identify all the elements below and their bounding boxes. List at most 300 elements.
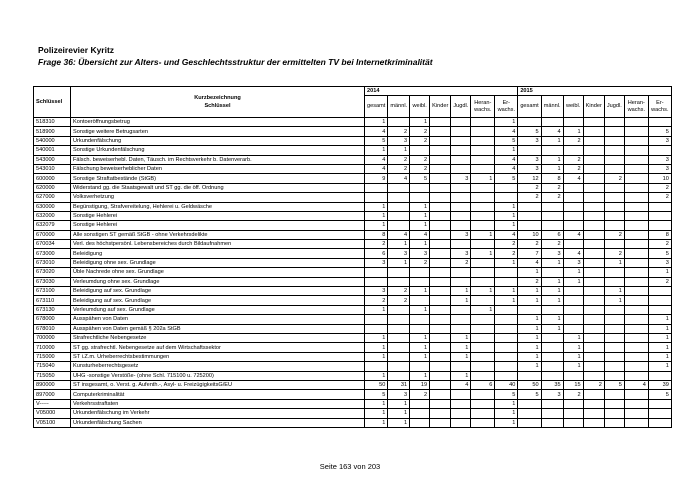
row-value: 1 [451,333,471,342]
header-weibl: weibl. [563,96,583,118]
row-value [471,277,495,286]
row-value: 15 [563,380,583,389]
row-label: Sonstige Hehlerei [71,211,365,220]
row-value [624,155,648,164]
row-value [430,174,451,183]
row-value [604,211,624,220]
row-value: 1 [648,324,671,333]
row-value: 1 [365,146,388,155]
header-heranwachs: Heran- wachs. [624,96,648,118]
row-value: 1 [648,362,671,371]
table-row [34,240,672,249]
row-value [518,202,541,211]
table-row [34,249,672,258]
row-value [451,136,471,145]
row-label: Beleidigung ohne sex. Grundlage [71,258,365,267]
header-jugdl: Jugdl. [604,96,624,118]
row-value [430,296,451,305]
row-value: 2 [648,183,671,192]
header-erwachs: Er- wachs. [648,96,671,118]
row-value: 1 [518,362,541,371]
row-value [604,333,624,342]
row-value [583,221,604,230]
row-value [541,352,563,361]
row-value: 6 [365,249,388,258]
row-value [471,127,495,136]
table-row [34,324,672,333]
row-value [583,390,604,399]
row-value [583,118,604,127]
row-value: 4 [365,155,388,164]
row-value [430,155,451,164]
row-value [624,371,648,380]
row-value [388,183,410,192]
header-kinder: Kinder [430,96,451,118]
row-value [518,418,541,427]
row-label: Begünstigung, Strafvereitelung, Hehlerei u. Geldwäsche [71,202,365,211]
row-key: V05100 [34,418,71,427]
row-value [583,352,604,361]
row-value [410,277,430,286]
row-value: 2 [563,155,583,164]
row-value [451,155,471,164]
row-value [604,343,624,352]
row-key: V----- [34,399,71,408]
row-value [583,146,604,155]
row-value [471,164,495,173]
row-value: 1 [388,258,410,267]
row-value [563,118,583,127]
row-value [495,315,518,324]
table-row [34,343,672,352]
row-key: 673010 [34,258,71,267]
row-value [451,390,471,399]
row-value [451,268,471,277]
row-value [471,146,495,155]
header-maennl: männl. [541,96,563,118]
row-value [583,287,604,296]
row-value: 1 [604,258,624,267]
row-value [583,240,604,249]
row-value [430,333,451,342]
row-value [583,258,604,267]
row-value: 1 [365,118,388,127]
row-value: 1 [541,287,563,296]
row-value: 1 [471,249,495,258]
row-value [541,333,563,342]
row-label: Beleidigung auf sex. Grundlage [71,287,365,296]
row-label: UHG -sonstige Verstöße- (ohne Schl. 715100 u. 725200) [71,371,365,380]
row-value [410,362,430,371]
row-value [583,268,604,277]
row-value: 1 [563,127,583,136]
row-value [518,146,541,155]
row-value: 4 [563,230,583,239]
row-value: 1 [518,352,541,361]
row-value [451,315,471,324]
row-value [624,305,648,314]
row-value: 1 [648,352,671,361]
row-value [604,305,624,314]
page-footer: Seite 163 von 203 [319,462,381,471]
row-value: 5 [648,249,671,258]
header-weibl: weibl. [410,96,430,118]
row-value: 3 [365,258,388,267]
row-value [583,399,604,408]
row-value: 2 [495,240,518,249]
row-value: 3 [451,249,471,258]
table-row [34,409,672,418]
row-value [624,240,648,249]
row-value [563,183,583,192]
row-label: ST insgesamt, o. Verst. g. Aufenth.-, Asyl- u. FreizügigkeitsG/EU [71,380,365,389]
row-label: Widerstand gg. die Staatsgewalt und ST gg. die öff. Ordnung [71,183,365,192]
row-value [583,343,604,352]
row-value [471,296,495,305]
row-value [388,305,410,314]
row-value: 1 [648,315,671,324]
row-value [388,315,410,324]
row-value [583,164,604,173]
row-value [518,118,541,127]
row-value: 2 [410,390,430,399]
row-value: 40 [495,380,518,389]
row-value [430,258,451,267]
row-value: 4 [624,380,648,389]
row-value: 1 [563,333,583,342]
row-value [624,324,648,333]
row-value [430,240,451,249]
report-title: Polizeirevier Kyritz [38,45,115,55]
table-row [34,287,672,296]
table-row [34,118,672,127]
row-value: 3 [410,249,430,258]
header-year-2014: 2014 [365,87,518,96]
row-value [583,211,604,220]
row-value: 2 [388,127,410,136]
row-value: 1 [563,362,583,371]
row-label: Verleumdung auf sex. Grundlage [71,305,365,314]
row-value: 1 [495,418,518,427]
row-value: 1 [365,333,388,342]
row-value [583,174,604,183]
row-label: Urkundenfälschung Sachen [71,418,365,427]
row-value [430,418,451,427]
row-value: 2 [518,193,541,202]
row-value [648,221,671,230]
row-value [624,136,648,145]
row-value: 1 [495,146,518,155]
row-value: 2 [388,287,410,296]
row-value: 1 [388,399,410,408]
row-value: 1 [410,343,430,352]
row-value [388,202,410,211]
row-value: 1 [648,343,671,352]
row-value [471,240,495,249]
row-value: 1 [541,164,563,173]
row-value [583,155,604,164]
row-value: 2 [518,183,541,192]
row-value [495,277,518,286]
row-key: 620000 [34,183,71,192]
row-value [624,146,648,155]
row-value [410,146,430,155]
row-value [541,268,563,277]
row-key: 627000 [34,193,71,202]
row-value [430,164,451,173]
row-key: 673100 [34,287,71,296]
row-value [495,352,518,361]
row-value: 5 [518,127,541,136]
row-value: 39 [648,380,671,389]
row-value [471,343,495,352]
row-value [471,136,495,145]
row-label: Verleumdung ohne sex. Grundlage [71,277,365,286]
table-row [34,380,672,389]
row-value [388,324,410,333]
header-kurzbezeichnung [71,87,365,118]
row-value [388,343,410,352]
row-value: 1 [471,174,495,183]
row-value: 2 [563,390,583,399]
row-value [451,127,471,136]
row-value: 1 [563,277,583,286]
header-year-row [34,87,672,96]
row-value [624,258,648,267]
row-value: 1 [518,343,541,352]
row-key: 673020 [34,268,71,277]
table-row [34,418,672,427]
row-value [583,362,604,371]
table-row [34,136,672,145]
row-value: 2 [388,164,410,173]
row-value [624,390,648,399]
row-value [410,399,430,408]
row-value: 2 [583,380,604,389]
row-value [430,221,451,230]
row-value: 1 [495,221,518,230]
row-value [648,287,671,296]
row-value: 1 [365,211,388,220]
row-value [604,315,624,324]
row-value [410,296,430,305]
row-value: 1 [451,371,471,380]
row-value: 4 [365,164,388,173]
row-key: 673130 [34,305,71,314]
row-value [604,362,624,371]
row-value [541,202,563,211]
row-value [430,315,451,324]
row-value [604,371,624,380]
header-gesamt: gesamt [365,96,388,118]
row-value: 4 [495,127,518,136]
row-key: 715000 [34,352,71,361]
row-value [583,315,604,324]
row-value [604,155,624,164]
row-value [471,202,495,211]
row-value: 1 [604,287,624,296]
row-value [495,324,518,333]
row-value: 1 [365,409,388,418]
row-value [583,333,604,342]
row-value [471,409,495,418]
row-value [563,146,583,155]
row-label: Strafrechtliche Nebengesetze [71,333,365,342]
row-value [430,352,451,361]
row-value: 10 [518,230,541,239]
row-value: 1 [471,230,495,239]
row-value [563,409,583,418]
row-value [604,202,624,211]
row-value [410,268,430,277]
row-value: 1 [410,352,430,361]
row-value: 8 [365,230,388,239]
row-value [648,296,671,305]
row-label: Beleidigung [71,249,365,258]
row-value [388,193,410,202]
row-value: 1 [541,324,563,333]
table-row [34,155,672,164]
row-value: 1 [410,202,430,211]
row-value [430,211,451,220]
header-kurz-line1: Kurzbezeichnung [194,95,241,101]
row-value: 1 [518,333,541,342]
row-label: Computerkriminalität [71,390,365,399]
row-value: 2 [541,193,563,202]
row-value: 1 [410,371,430,380]
row-value: 2 [541,183,563,192]
header-kinder: Kinder [583,96,604,118]
row-label: Ausspähen von Daten [71,315,365,324]
row-value: 5 [410,174,430,183]
row-value: 1 [648,268,671,277]
row-value [430,305,451,314]
row-label: ST i.Z.m. Urheberrechtsbestimmungen [71,352,365,361]
row-value: 2 [365,240,388,249]
row-label: Sonstige weitere Betrugsarten [71,127,365,136]
row-value [604,399,624,408]
row-value: 3 [518,136,541,145]
row-value [583,305,604,314]
row-value [495,305,518,314]
row-value [451,305,471,314]
row-value: 1 [365,399,388,408]
row-value [495,193,518,202]
header-maennl: männl. [388,96,410,118]
row-value [430,343,451,352]
row-value [624,118,648,127]
row-value [365,193,388,202]
row-value [583,409,604,418]
row-value [471,118,495,127]
row-value: 7 [518,249,541,258]
table-row [34,277,672,286]
row-value [604,118,624,127]
table-row [34,211,672,220]
row-value [518,221,541,230]
row-value [471,221,495,230]
row-label: Sonstige Urkundenfälschung [71,146,365,155]
row-value: 1 [541,155,563,164]
row-value [430,362,451,371]
row-value: 6 [541,230,563,239]
row-value [495,333,518,342]
row-value [648,202,671,211]
row-value: 3 [648,258,671,267]
row-value: 50 [518,380,541,389]
table-row [34,296,672,305]
row-label: Verkehrsstraftaten [71,399,365,408]
row-value: 31 [388,380,410,389]
row-value: 4 [563,249,583,258]
table-row [34,146,672,155]
row-value: 1 [518,268,541,277]
table-row [34,399,672,408]
row-value: 1 [388,146,410,155]
row-value [451,193,471,202]
row-value [624,193,648,202]
row-value: 1 [365,418,388,427]
row-value [471,258,495,267]
row-value [410,315,430,324]
row-value: 1 [410,240,430,249]
row-value [451,409,471,418]
row-value [541,118,563,127]
row-key: 897000 [34,390,71,399]
row-key: 632079 [34,221,71,230]
row-value [604,164,624,173]
row-value [518,371,541,380]
row-value [430,249,451,258]
row-value [495,183,518,192]
row-value [451,183,471,192]
row-value [563,371,583,380]
row-label: Volksverhetzung [71,193,365,202]
row-value [541,146,563,155]
row-value [541,211,563,220]
row-key: 630000 [34,202,71,211]
row-value: 3 [541,249,563,258]
row-value: 4 [495,164,518,173]
report-subtitle: Frage 36: Übersicht zur Alters- und Geschlechtsstruktur der ermittelten TV bei Internetkriminalität [38,57,433,67]
row-value: 1 [518,296,541,305]
row-value [583,193,604,202]
row-value: 2 [648,193,671,202]
row-value: 19 [410,380,430,389]
row-value: 4 [388,230,410,239]
row-value: 1 [451,352,471,361]
row-value [624,249,648,258]
row-value: 3 [648,164,671,173]
row-value: 5 [495,390,518,399]
row-value [430,409,451,418]
row-value: 3 [388,390,410,399]
row-key: 700000 [34,333,71,342]
row-value [604,127,624,136]
row-key: 678010 [34,324,71,333]
row-value: 5 [518,390,541,399]
row-key: 673110 [34,296,71,305]
row-value [563,202,583,211]
row-label: Kontoeröffnungsbetrug [71,118,365,127]
row-value [430,287,451,296]
row-value [451,146,471,155]
row-value [495,343,518,352]
row-value [388,277,410,286]
row-value [471,315,495,324]
row-value: 1 [563,343,583,352]
row-value: 2 [604,249,624,258]
